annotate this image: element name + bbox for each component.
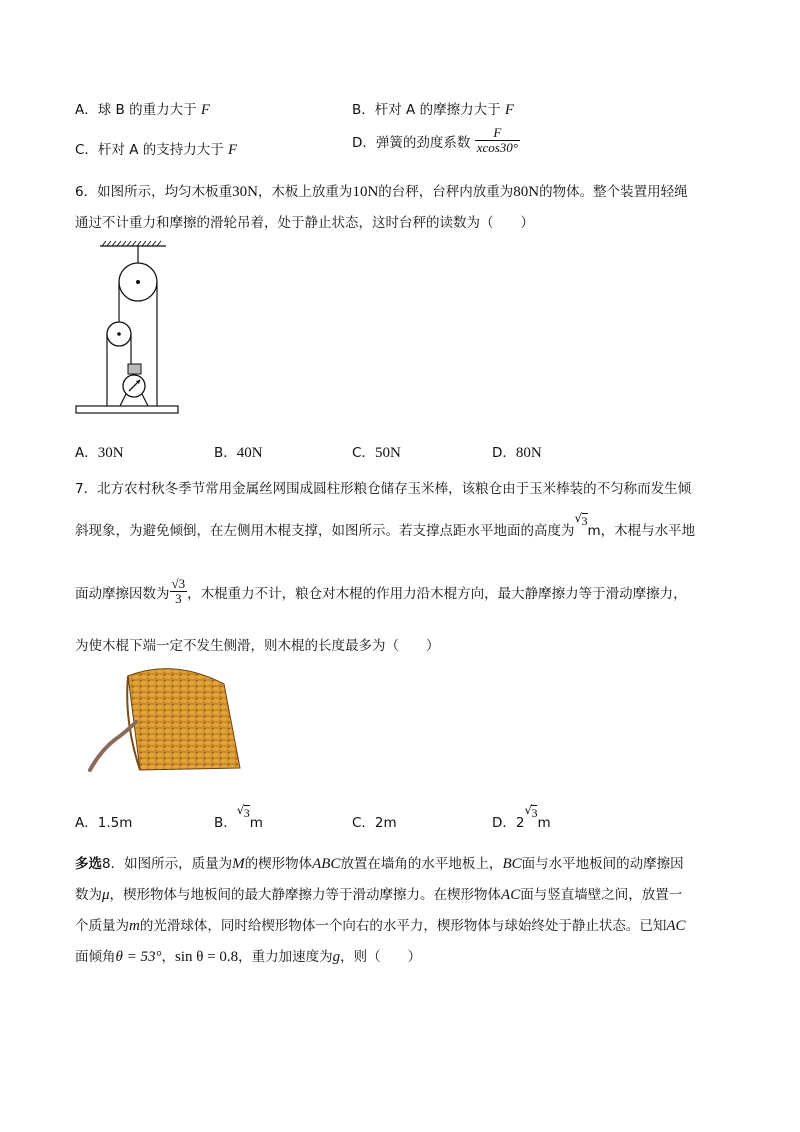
sqrt-expression: [575, 513, 588, 529]
math-expression: sin θ = 0.8: [175, 949, 239, 965]
q6-line-2: 通过不计重力和摩擦的滑轮吊着，处于静止状态，这时台秤的读数为（ ）: [75, 215, 534, 231]
q8-line-4: [75, 945, 421, 966]
q8-line-1: [75, 852, 684, 873]
q8-text: ，: [161, 949, 175, 965]
q6-value: 10N: [352, 184, 379, 200]
radical-sign: √: [574, 511, 583, 525]
math-var: M: [232, 856, 245, 872]
option-label: A．: [75, 445, 98, 461]
q7-option-c[interactable]: C．2m: [352, 815, 397, 831]
option-label: B．: [214, 445, 237, 461]
q6-option-c[interactable]: [352, 441, 401, 462]
option-unit: m: [249, 815, 263, 831]
math-var: μ: [102, 887, 110, 903]
q8-text: 数为: [75, 887, 102, 903]
option-label: C．: [352, 445, 375, 461]
q6-text: 的台秤，台秤内放重为: [378, 184, 514, 200]
q7-line-2: [75, 511, 696, 539]
q6-text: 的物体。整个装置用轻绳: [539, 184, 688, 200]
q8-text: 放置在墙角的水平地板上，: [340, 856, 503, 872]
q7-line-1: 7．北方农村秋冬季节常用金属丝网围成圆柱形粮仓储存玉米棒，该粮仓由于玉米棒装的不匀称而发生倾: [75, 481, 692, 497]
option-value: 30N: [97, 445, 124, 461]
q5-option-b[interactable]: [352, 98, 514, 119]
q7-text: 面动摩擦因数为: [75, 585, 170, 602]
q7-text: 斜现象，为避免倾倒，在左侧用木棍支撑，如图所示。若支撑点距水平地面的高度为: [75, 523, 575, 539]
q7-option-b[interactable]: [214, 803, 263, 831]
option-value: 40N: [236, 445, 263, 461]
radicand: 3: [531, 806, 538, 820]
q7-text: m，木棍与水平地: [587, 523, 696, 539]
multi-select-tag: 多选: [75, 856, 102, 872]
fraction-numerator: √3: [171, 576, 186, 591]
q6-value: 80N: [513, 184, 540, 200]
q8-line-3: [75, 914, 686, 935]
q8-text: ，则（ ）: [340, 949, 422, 965]
q5-option-c[interactable]: [75, 138, 237, 159]
math-var: AC: [666, 918, 686, 934]
q8-text: 面与水平地板间的动摩擦因: [521, 856, 684, 872]
fraction-numerator: F: [475, 126, 520, 141]
mu-fraction: [170, 577, 188, 607]
math-var: ABC: [312, 856, 341, 872]
q6-text: 6．如图所示，均匀木板重: [75, 184, 233, 200]
option-unit: m: [537, 815, 551, 831]
q5-option-d-fraction: [475, 126, 520, 156]
q5-option-c-var: F: [228, 142, 238, 158]
radicand: 3: [581, 514, 588, 528]
q8-text: 的光滑球体，同时给楔形物体一个向右的水平力，楔形物体与球始终处于静止状态。已知: [139, 918, 667, 934]
math-var: BC: [502, 856, 522, 872]
q7-option-d[interactable]: [492, 803, 551, 831]
math-var: AC: [501, 887, 521, 903]
option-value: 80N: [515, 445, 542, 461]
q6-value: 30N: [232, 184, 258, 200]
corn-granary-photo: [84, 662, 244, 772]
q5-option-a-text: A．球 B 的重力大于: [75, 102, 197, 118]
pulley-diagram: [74, 240, 182, 416]
q5-option-d-text: D．弹簧的劲度系数: [352, 134, 471, 151]
q8-line-2: [75, 883, 682, 904]
q7-line-4: 为使木棍下端一定不发生侧滑，则木棍的长度最多为（ ）: [75, 638, 440, 654]
math-var: m: [129, 918, 140, 934]
math-var: g: [332, 949, 341, 965]
option-label: B．: [214, 815, 237, 831]
radical-sign: √: [524, 803, 533, 817]
option-label: D．: [492, 445, 516, 461]
radicand: 3: [243, 806, 250, 820]
q5-option-c-text: C．杆对 A 的支持力大于: [75, 142, 224, 158]
option-value: 50N: [374, 445, 401, 461]
q6-option-b[interactable]: [214, 441, 263, 462]
fraction-denominator: 3: [175, 591, 182, 607]
q7-line-3: [75, 577, 687, 607]
option-label: D．2: [492, 815, 525, 831]
q5-option-a-var: F: [200, 102, 211, 118]
q6-text: ，木板上放重为: [257, 184, 353, 200]
q6-option-d[interactable]: [492, 441, 542, 462]
fraction-denominator: xcos30°: [476, 140, 519, 156]
q7-option-a[interactable]: A．1.5m: [75, 815, 133, 831]
q6-option-a[interactable]: [75, 441, 124, 462]
q8-text: 面与竖直墙壁之间，放置一: [520, 887, 683, 903]
math-expression: θ = 53°: [115, 949, 162, 965]
sqrt-expression: [237, 805, 250, 821]
sqrt-expression: [524, 805, 537, 821]
q5-option-a[interactable]: [75, 98, 210, 119]
q8-text: 面倾角: [75, 949, 116, 965]
q7-text: ，木棍重力不计，粮仓对木棍的作用力沿木棍方向，最大静摩擦力等于滑动摩擦力，: [187, 585, 687, 602]
q5-option-b-var: F: [504, 102, 515, 118]
q8-text: 8．如图所示，质量为: [102, 856, 233, 872]
q8-text: ，重力加速度为: [238, 949, 333, 965]
q6-line-1: [75, 180, 688, 201]
q8-text: 的楔形物体: [244, 856, 313, 872]
q8-text: ，楔形物体与地板间的最大静摩擦力等于滑动摩擦力。在楔形物体: [109, 887, 502, 903]
q5-option-d[interactable]: [352, 126, 520, 156]
radical-sign: √: [236, 803, 245, 817]
q8-text: 个质量为: [75, 918, 129, 934]
q5-option-b-text: B．杆对 A 的摩擦力大于: [352, 102, 501, 118]
